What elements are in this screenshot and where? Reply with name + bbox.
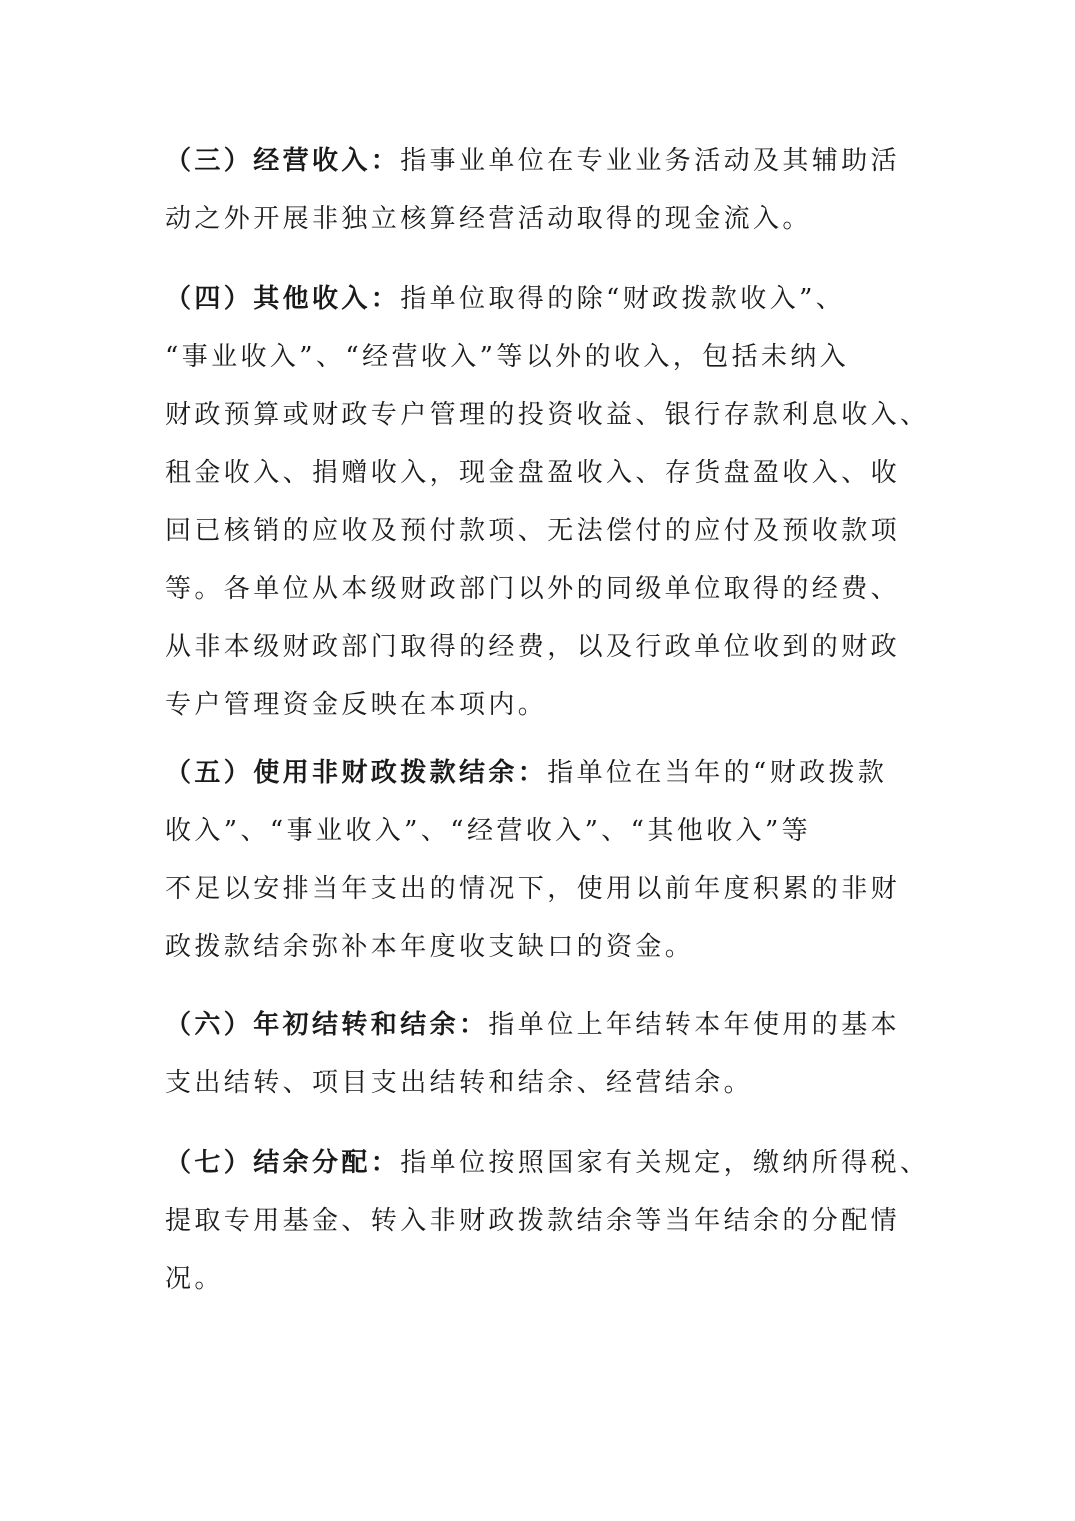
paragraph-non-fiscal-surplus — [165, 744, 900, 976]
paragraph-line: 财政预算或财政专户管理的投资收益、银行存款利息收入、 — [165, 400, 930, 430]
paragraph-other-income — [165, 270, 929, 734]
term-heading: （六）年初结转和结余： — [165, 1010, 489, 1040]
paragraph-line: 动之外开展非独立核算经营活动取得的现金流入。 — [165, 204, 812, 234]
paragraph-line: （三）经营收入：指事业单位在专业业务活动及其辅助活 — [165, 146, 901, 176]
term-heading: （三）经营收入： — [165, 146, 401, 176]
term-heading: （七）结余分配： — [165, 1148, 401, 1178]
paragraph-line: （七）结余分配：指单位按照国家有关规定，缴纳所得税、 — [165, 1148, 930, 1178]
paragraph-line: 专户管理资金反映在本项内。 — [165, 690, 548, 720]
paragraph-line: 收入”、“事业收入”、“经营收入”、“其他收入”等 — [165, 816, 812, 846]
paragraph-line: 政拨款结余弥补本年度收支缺口的资金。 — [165, 932, 695, 962]
paragraph-line: 回已核销的应收及预付款项、无法偿付的应付及预收款项 — [165, 516, 901, 546]
paragraph-line: 等。各单位从本级财政部门以外的同级单位取得的经费、 — [165, 574, 901, 604]
term-heading: （五）使用非财政拨款结余： — [165, 758, 548, 788]
paragraph-beginning-carryover — [165, 996, 900, 1112]
paragraph-line: 况。 — [165, 1264, 224, 1294]
paragraph-operating-income — [165, 132, 900, 248]
paragraph-line: （六）年初结转和结余：指单位上年结转本年使用的基本 — [165, 1010, 901, 1040]
paragraph-line: 提取专用基金、转入非财政拨款结余等当年结余的分配情 — [165, 1206, 901, 1236]
paragraph-line: （四）其他收入：指单位取得的除“财政拨款收入”、 — [165, 284, 846, 314]
paragraph-line: “事业收入”、“经营收入”等以外的收入，包括未纳入 — [165, 342, 850, 372]
paragraph-line: 租金收入、捐赠收入，现金盘盈收入、存货盘盈收入、收 — [165, 458, 901, 488]
paragraph-line: （五）使用非财政拨款结余：指单位在当年的“财政拨款 — [165, 758, 888, 788]
paragraph-surplus-distribution — [165, 1134, 929, 1308]
paragraph-line: 支出结转、项目支出结转和结余、经营结余。 — [165, 1068, 754, 1098]
term-heading: （四）其他收入： — [165, 284, 401, 314]
paragraph-line: 不足以安排当年支出的情况下，使用以前年度积累的非财 — [165, 874, 901, 904]
paragraph-line: 从非本级财政部门取得的经费，以及行政单位收到的财政 — [165, 632, 901, 662]
